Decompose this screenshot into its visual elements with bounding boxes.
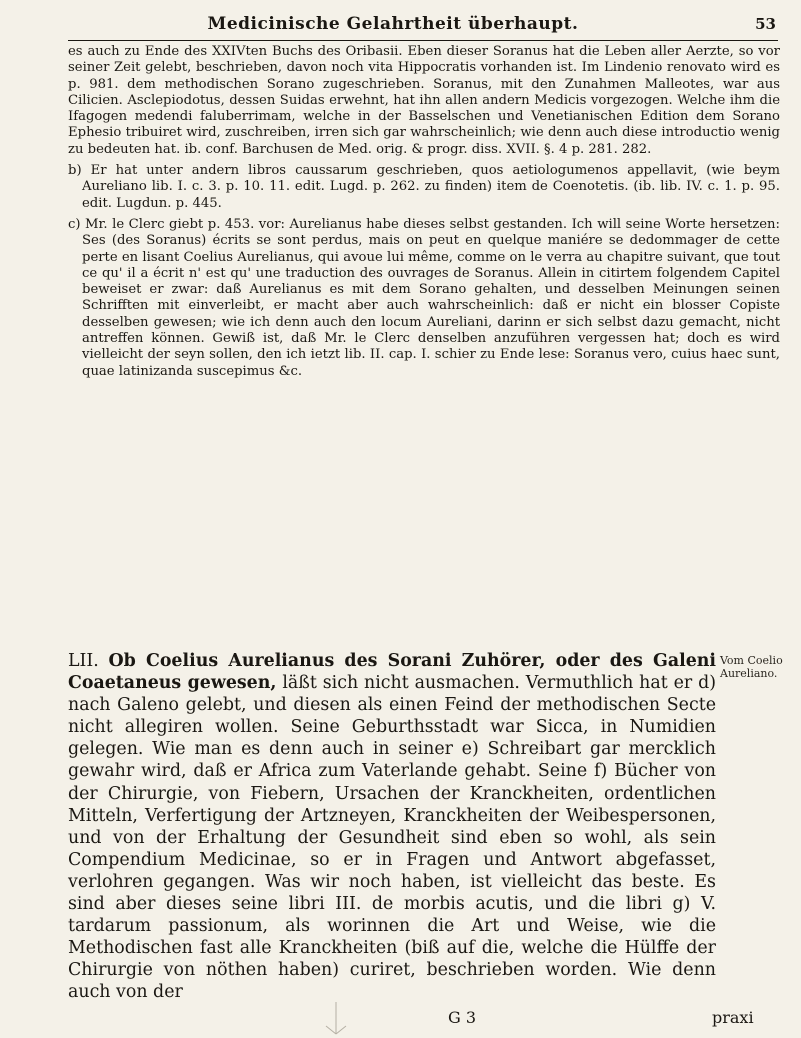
signature-mark: G 3	[448, 1008, 477, 1027]
section-paragraph	[68, 650, 716, 1004]
section-lii	[68, 650, 716, 1004]
footnote-b: b) Er hat unter andern libros caussarum geschrieben, quos aetiologumenos appellavit, (wie beym Aureliano lib. I. c. 3. p. 10. 11. edit. Lugd. p. 262. zu finden) item de Coenotetis. (ib. lib. IV. c. 1. p. 95. edit. Lugdun. p. 445.	[68, 163, 780, 211]
margin-note: Vom Coelio Aureliano.	[720, 654, 783, 680]
section-body: läßt sich nicht ausmachen. Vermuthlich hat er d) nach Galeno gelebt, und diesen als einen Feind der methodischen Secte nicht allegiren wollen. Seine Geburthsstadt war Sicca, in Numidien gelegen. Wie man es denn auch in seiner e) Schreibart gar mercklich gewahr wird, daß er Africa zum Vaterlande gehabt. Seine f) Bücher von der Chirurgie, von Fiebern, Ursachen der Kranckheiten, ordentlichen Mitteln, Verfertigung der Artzneyen, Kranckheiten der Weibespersonen, und von der Erhaltung der Gesundheit sind eben so wohl, als sein Compendium Medicinae, so er in Fragen und Antwort abgefasset, verlohren gegangen. Was wir noch haben, ist vielleicht das beste. Es sind aber dieses seine libri III. de morbis acutis, und die libri g) V. tardarum passionum, als worinnen die Art und Weise, wie die Methodischen fast alle Kranckheiten (biß auf die, welche die Hülffe der Chirurgie von nöthen haben) curiret, beschrieben worden. Wie denn auch von der	[68, 673, 717, 1003]
page-header	[68, 14, 778, 41]
running-title: Medicinische Gelahrtheit überhaupt.	[207, 14, 579, 34]
scan-mark-icon	[296, 1000, 376, 1036]
paragraph-continuation: es auch zu Ende des XXIVten Buchs des Oribasii. Eben dieser Soranus hat die Leben aller Aerzte, so vor seiner Zeit gelebt, beschrieben, davon noch vita Hippocratis vorhanden ist. Im Lindenio renovato wird es p. 981. dem methodischen Sorano zugeschrieben. Soranus, mit den Zunahmen Malleotes, war aus Cilicien. Asclepiodotus, dessen Suidas erwehnt, hat ihn allen andern Medicis vorgezogen. Welche ihm die Ifagogen medendi faluberrimam, welche in der Basselschen und Venetianischen Edition dem Sorano Ephesio tribuiret wird, zuschreiben, irren sich gar wahrscheinlich; wie denn auch diese introductio wenig zu bedeuten hat. ib. conf. Barchusen de Med. orig. & progr. diss. XVII. §. 4 p. 281. 282.	[68, 44, 780, 157]
section-question: Ob Coelius Aurelianus des Sorani Zuhörer, oder des Galeni Coaetaneus gewesen,	[68, 651, 717, 694]
section-number: LII.	[68, 651, 99, 671]
catchword: praxi	[712, 1008, 754, 1027]
page-number: 53	[755, 15, 776, 33]
notes-block	[68, 44, 780, 380]
footnote-c: c) Mr. le Clerc giebt p. 453. vor: Aurelianus habe dieses selbst gestanden. Ich will seine Worte hersetzen: Ses (des Soranus) écrits se sont perdus, mais on peut en quelque maniére se dedommager de cette perte en lisant Coelius Aurelianus, qui avoue lui même, comme on le verra au chapitre suivant, que tout ce qu' il a écrit n' est qu' une traduction des ouvrages de Soranus. Allein in citirtem folgendem Capitel beweiset er zwar: daß Aurelianus es mit dem Sorano gehalten, und desselben Meinungen seinen Schrifften mit einverleibt, er macht aber auch wahrscheinlich: daß er nicht ein blosser Copiste desselben gewesen; wie ich denn auch den locum Aureliani, darinn er sich selbst dazu gemacht, nicht antreffen können. Gewiß ist, daß Mr. le Clerc denselben anzuführen vergessen hat; doch es wird vielleicht der seyn sollen, den ich ietzt lib. II. cap. I. schier zu Ende lese: Soranus vero, cuius haec sunt, quae latinizanda suscepimus &c.	[68, 216, 780, 379]
